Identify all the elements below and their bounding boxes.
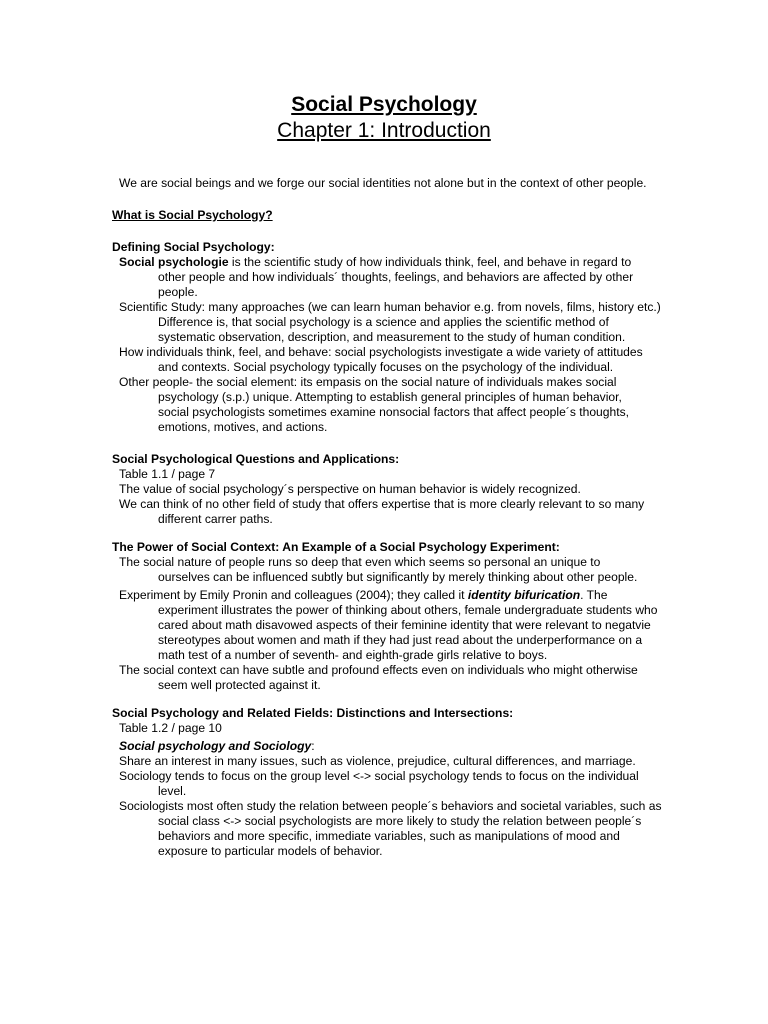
related-paragraph-2: Sociology tends to focus on the group level <-> social psychology tends to focus on the individual level.	[119, 769, 639, 798]
section-heading-defining: Defining Social Psychology:	[112, 240, 275, 254]
sub-heading-colon: :	[311, 739, 315, 753]
related-paragraph-1: Share an interest in many issues, such as violence, prejudice, cultural differences, and marriage.	[119, 754, 636, 768]
table-reference-1: Table 1.1 / page 7	[119, 467, 216, 481]
section-heading-power: The Power of Social Context: An Example of a Social Psychology Experiment:	[112, 540, 560, 554]
power-paragraph-3: The social context can have subtle and profound effects even on individuals who might otherwise seem well protected against it.	[119, 663, 638, 692]
related-paragraph-3: Sociologists most often study the relation between people´s behaviors and societal variables, such as social class <-> social psychologists are more likely to study the relation between people´s behaviors and more specific, immediate variables, such as manipulations of mood and exposure to particular models of behavior.	[119, 799, 662, 858]
chapter-title: Chapter 1: Introduction	[277, 119, 491, 142]
power-paragraph-1: The social nature of people runs so deep that even which seems so personal an unique to ourselves can be influenced subtly but significantly by merely thinking about other people.	[119, 555, 638, 584]
sub-heading-sociology	[0, 739, 679, 754]
section-heading-what-is: What is Social Psychology?	[112, 208, 273, 222]
power-paragraph-2	[0, 588, 662, 663]
defined-term: Social psychologie	[119, 255, 229, 269]
section-heading-related: Social Psychology and Related Fields: Distinctions and Intersections:	[112, 706, 514, 720]
defining-paragraph-1-text: is the scientific study of how individuals think, feel, and behave in regard to other people and how individuals´ thoughts, feelings, and behaviors are affected by other people.	[158, 255, 634, 299]
document-body	[0, 176, 768, 859]
sub-heading-sociology-text: Social psychology and Sociology	[119, 739, 312, 753]
questions-paragraph-1: The value of social psychology´s perspective on human behavior is widely recognized.	[119, 482, 581, 496]
table-reference-2: Table 1.2 / page 10	[119, 721, 222, 735]
defining-paragraph-1	[0, 255, 662, 300]
identity-term: identity bifurication	[467, 588, 581, 602]
document-title: Social Psychology	[291, 93, 477, 116]
defining-paragraph-2: Scientific Study: many approaches (we can learn human behavior e.g. from novels, films, history etc.) Difference is, that social psychology is a science and applies the scientific method of systematic observation, description, and measurement to the study of human condition.	[119, 300, 661, 344]
section-heading-questions: Social Psychological Questions and Applications:	[112, 452, 400, 466]
power-paragraph-2-start: Experiment by Emily Pronin and colleagues (2004); they called it	[119, 588, 468, 602]
questions-paragraph-2: We can think of no other field of study that offers expertise that is more clearly relevant to so many different carrer paths.	[119, 497, 645, 526]
defining-paragraph-4: Other people- the social element: its empasis on the social nature of individuals makes social psychology (s.p.) unique. Attempting to establish general principles of human behavior, social psychologists sometimes examine nonsocial factors that affect people´s thoughts, emotions, motives, and actions.	[119, 375, 630, 434]
power-paragraph-2-end: . The experiment illustrates the power of thinking about others, female undergraduate students who cared about math disavowed aspects of their feminine identity that were relevant to negatvie stereotypes about women and math if they had just read about the underperformance on a math test of a number of seventh- and eighth-grade girls relative to boys.	[158, 588, 658, 662]
intro-paragraph: We are social beings and we forge our social identities not alone but in the context of other people.	[119, 176, 647, 190]
defining-paragraph-3: How individuals think, feel, and behave: social psychologists investigate a wide variety of attitudes and contexts. Social psychology typically focuses on the psychology of the individual.	[119, 345, 643, 374]
